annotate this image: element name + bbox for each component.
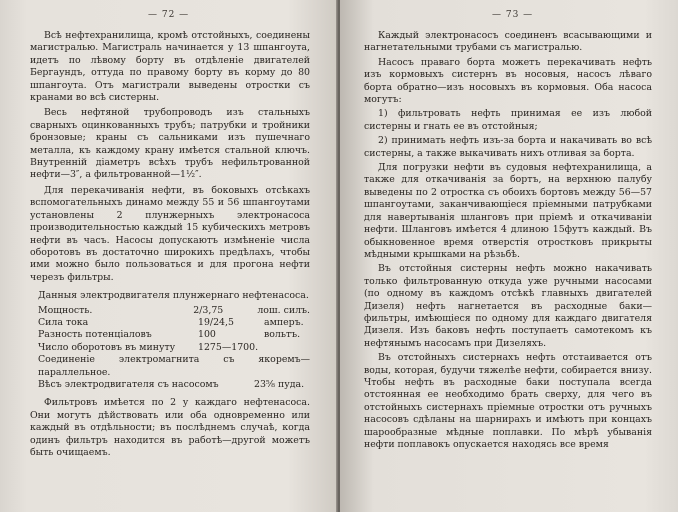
spec-label: Число оборотовъ въ минуту [38, 341, 176, 353]
spec-row [30, 379, 310, 391]
spec-unit: вольтъ. [264, 329, 301, 341]
spec-extra-connection: Соединеніе электромагнита съ якоремъ—параллельное. [38, 354, 310, 378]
spec-label: Мощность. [38, 304, 93, 316]
list-item: 2) принимать нефть изъ-за борта и накачивать во всѣ систерны, а также выкачивать нихъ отливая за борта. [364, 135, 652, 159]
left-page-body [30, 30, 310, 462]
spec-unit: амперъ. [264, 316, 304, 328]
page-number-right: — 73 — [492, 10, 534, 20]
spec-row [30, 317, 310, 329]
left-page [0, 0, 338, 512]
paragraph: Для погрузки нефти въ судовыя нефтехранилища, а также для откачиванія за бортъ, на верхнюю палубу выведены по 2 отростка съ обоихъ бортовъ между 56—57 шпангоутами, заканчивающіеся пріемными патрубками для навертыванія шланговъ при пріемѣ и откачиваніи нефти. Шланговъ имѣется 4 длиною 15футъ каждый. Въ обыкновенное время отверстія отростковъ прикрыты мѣдными крышками на рѣзьбѣ. [364, 162, 652, 260]
spec-label: Вѣсъ электродвигателя съ насосомъ [38, 378, 219, 390]
motor-spec-table [30, 290, 310, 391]
spec-label: Сила тока [38, 316, 89, 328]
spec-label: Разность потенціаловъ [38, 329, 152, 341]
spec-row [30, 329, 310, 341]
right-page [340, 0, 678, 512]
paragraph: Всѣ нефтехранилища, кромѣ отстойныхъ, соединены магистралью. Магистраль начинается у 13 шпангоута, идетъ по лѣвому борту въ отдѣленіе двигателей Бергаундъ, оттуда по правому борту въ корму до 80 шпангоута. Отъ магистрали выведены отростки съ кранами во всѣ систерны. [30, 30, 310, 104]
spec-unit: лош. силъ. [257, 304, 310, 316]
paragraph: Насосъ праваго борта можетъ перекачивать нефть изъ кормовыхъ систернъ въ носовыя, насосъ лѣваго борта обратно—изъ носовыхъ въ кормовыя. Оба насоса могутъ: [364, 56, 652, 106]
paragraph: Весь нефтяной трубопроводъ изъ стальныхъ сварныхъ оцинкованныхъ трубъ; патрубки и тройники бронзовые; краны съ сальниками изъ пушечнаго металла, къ каждому крану имѣется стальной ключъ. Внутренній діаметръ всѣхъ трубъ нефильтрованной нефти—3″, а фильтрованной—1½″. [30, 107, 310, 181]
spec-title: Данныя электродвигателя плунжернаго нефтенасоса. [38, 290, 309, 302]
paragraph: Фильтровъ имѣется по 2 у каждаго нефтенасоса. Они могутъ дѣйствовать или оба одновременно или каждый въ отдѣльности; въ послѣднемъ случаѣ, когда одинъ фильтръ находится въ работѣ—другой можетъ быть очищаемъ. [30, 397, 310, 458]
list-item: 1) фильтровать нефть принимая ее изъ любой систерны и гнать ее въ отстойныя; [364, 108, 652, 132]
spec-value: 19/24,5 [198, 316, 234, 328]
paragraph: Для перекачиванія нефти, въ боковыхъ отсѣкахъ вспомогательныхъ динамо между 55 и 56 шпангоутами установлены 2 плунжерныхъ электронасоса производительностью каждый 15 кубическихъ метровъ нефти въ часъ. Насосы допускаютъ измѣненіе числа оборотовъ въ достаточно широкихъ предѣлахъ, чтобы ими можно было пользоваться и для прогона нефти черезъ фильтры. [30, 184, 310, 283]
paragraph: Въ отстойныя систерны нефть можно накачивать только фильтрованную откуда уже ручными насосами (по одному въ каждомъ отсѣкѣ главныхъ двигателей Дизеля) нефть нагнетается въ расходные баки—фильтры, имѣющіеся по одному для каждаго двигателя Дизеля. Изъ баковъ нефть поступаетъ самотекомъ къ нефтянымъ насосамъ при Дизеляхъ. [364, 263, 652, 349]
page-number-left: — 72 — [148, 10, 190, 20]
spec-value: 23⅝ пуда. [254, 378, 305, 390]
paragraph: Каждый электронасосъ соединенъ всасывающими и нагнетательными трубами съ магистралью. [364, 30, 652, 54]
spec-value: 1275—1700. [198, 341, 259, 353]
paragraph: Въ отстойныхъ систернахъ нефть отстаивается отъ воды, которая, будучи тяжелѣе нефти, собирается внизу. Чтобы нефть въ расходные баки поступала всегда отстоянная ее необходимо брать сверху, для чего въ отстойныхъ систернахъ пріемные отростки отъ ручныхъ насосовъ сдѣланы на шарнирахъ и имѣютъ при концахъ шарообразные мѣдные поплавки. По мѣрѣ убыванія нефти поплавокъ опускается находясь все время [364, 352, 652, 450]
right-page-body [364, 30, 652, 453]
spec-value: 2/3,75 [193, 304, 224, 316]
spec-row [30, 342, 310, 354]
spec-value: 100 [198, 329, 216, 341]
spec-row [30, 305, 310, 317]
